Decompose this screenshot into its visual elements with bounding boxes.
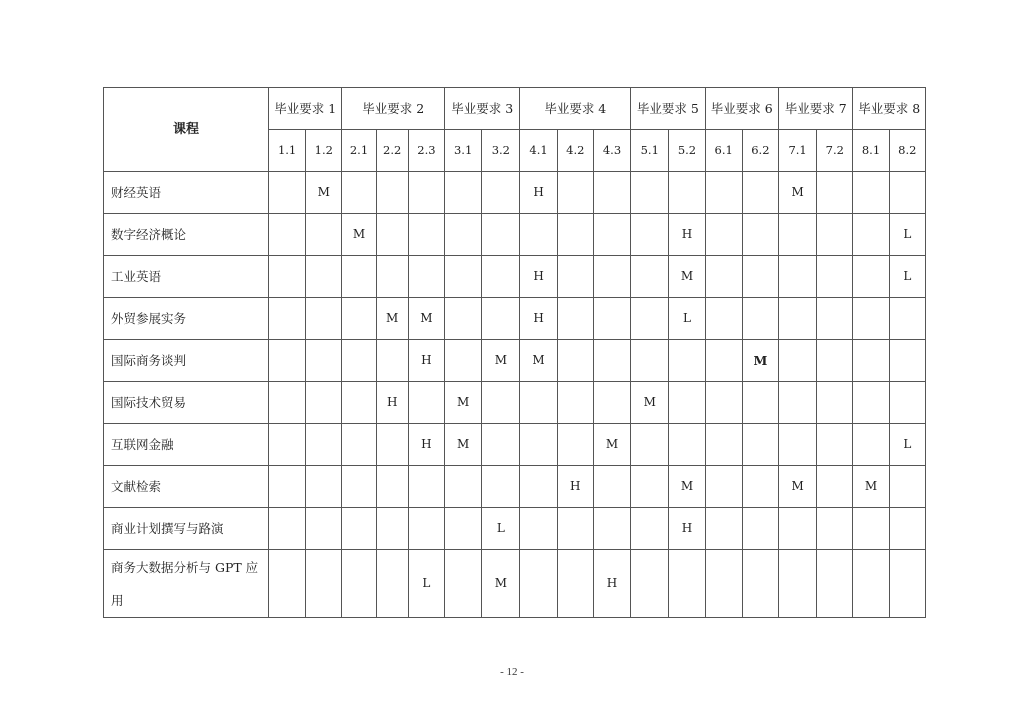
support-level-cell (742, 424, 778, 466)
support-level-cell (408, 256, 444, 298)
support-level-cell (445, 550, 482, 618)
support-level-cell (408, 508, 444, 550)
support-level-cell (482, 466, 520, 508)
support-level-cell (817, 382, 853, 424)
support-level-cell (268, 340, 305, 382)
support-level-cell (593, 466, 630, 508)
support-level-cell: M (742, 340, 778, 382)
course-name-cell: 商业计划撰写与路演 (104, 508, 269, 550)
subrequirement-header: 1.2 (306, 130, 342, 172)
group-header-3: 毕业要求 3 (445, 88, 520, 130)
support-level-cell: H (557, 466, 593, 508)
subrequirement-header: 6.1 (705, 130, 742, 172)
support-level-cell (557, 382, 593, 424)
support-level-cell: M (778, 466, 816, 508)
table-row (104, 466, 926, 508)
table-row (104, 214, 926, 256)
support-level-cell (593, 214, 630, 256)
support-level-cell (853, 340, 889, 382)
support-level-cell (705, 466, 742, 508)
table-row (104, 256, 926, 298)
support-level-cell: H (593, 550, 630, 618)
support-level-cell (306, 550, 342, 618)
support-level-cell: M (482, 550, 520, 618)
support-level-cell (705, 214, 742, 256)
support-level-cell (376, 214, 408, 256)
support-level-cell (342, 508, 376, 550)
support-level-cell (482, 298, 520, 340)
support-level-cell: M (376, 298, 408, 340)
subrequirement-header: 7.2 (817, 130, 853, 172)
course-name-cell: 财经英语 (104, 172, 269, 214)
support-level-cell: H (669, 214, 705, 256)
support-level-cell: M (482, 340, 520, 382)
support-level-cell (631, 256, 669, 298)
support-level-cell (705, 298, 742, 340)
support-level-cell (557, 172, 593, 214)
support-level-cell (520, 550, 557, 618)
support-level-cell: H (520, 172, 557, 214)
support-level-cell (853, 214, 889, 256)
support-level-cell (593, 508, 630, 550)
support-level-cell (408, 214, 444, 256)
subrequirement-header: 7.1 (778, 130, 816, 172)
support-level-cell (376, 340, 408, 382)
support-level-cell (631, 340, 669, 382)
support-level-cell (778, 382, 816, 424)
support-level-cell (593, 256, 630, 298)
support-level-cell (482, 424, 520, 466)
support-level-cell (520, 382, 557, 424)
support-level-cell (593, 340, 630, 382)
support-level-cell: M (669, 256, 705, 298)
support-level-cell (817, 550, 853, 618)
support-level-cell (520, 214, 557, 256)
support-level-cell (376, 424, 408, 466)
support-level-cell (376, 172, 408, 214)
support-level-cell (306, 298, 342, 340)
subrequirement-header: 4.3 (593, 130, 630, 172)
support-level-cell (342, 550, 376, 618)
support-level-cell (342, 340, 376, 382)
table-row (104, 508, 926, 550)
group-header-2: 毕业要求 2 (342, 88, 445, 130)
subrequirement-header: 1.1 (268, 130, 305, 172)
support-level-cell: M (520, 340, 557, 382)
support-level-cell: L (889, 256, 925, 298)
table-row (104, 298, 926, 340)
support-level-cell (376, 508, 408, 550)
support-level-cell (631, 550, 669, 618)
support-level-cell: H (669, 508, 705, 550)
support-level-cell (705, 340, 742, 382)
support-level-cell (853, 550, 889, 618)
support-level-cell (705, 550, 742, 618)
support-level-cell (342, 256, 376, 298)
course-name-cell: 商务大数据分析与 GPT 应用 (104, 550, 269, 618)
support-level-cell (742, 172, 778, 214)
support-level-cell (817, 298, 853, 340)
support-level-cell (889, 172, 925, 214)
support-level-cell (817, 214, 853, 256)
support-level-cell (268, 172, 305, 214)
support-level-cell (817, 466, 853, 508)
support-level-cell (342, 298, 376, 340)
support-level-cell (520, 424, 557, 466)
subrequirement-header: 8.2 (889, 130, 925, 172)
table-row (104, 340, 926, 382)
support-level-cell (482, 172, 520, 214)
course-name-cell: 国际商务谈判 (104, 340, 269, 382)
subrequirement-header: 2.3 (408, 130, 444, 172)
support-level-cell (342, 172, 376, 214)
support-level-cell (268, 466, 305, 508)
support-level-cell (669, 550, 705, 618)
course-name-cell: 国际技术贸易 (104, 382, 269, 424)
course-column-header: 课程 (104, 88, 269, 172)
support-level-cell (853, 424, 889, 466)
support-level-cell (817, 424, 853, 466)
support-level-cell (342, 466, 376, 508)
support-level-cell (306, 340, 342, 382)
group-header-6: 毕业要求 6 (705, 88, 778, 130)
support-level-cell: M (778, 172, 816, 214)
support-level-cell (557, 298, 593, 340)
support-level-cell (631, 466, 669, 508)
support-level-cell (445, 466, 482, 508)
support-level-cell (306, 424, 342, 466)
support-level-cell (593, 172, 630, 214)
support-level-cell (742, 298, 778, 340)
group-header-7: 毕业要求 7 (778, 88, 852, 130)
course-name-cell: 工业英语 (104, 256, 269, 298)
subrequirement-header: 8.1 (853, 130, 889, 172)
support-level-cell (669, 424, 705, 466)
group-header-1: 毕业要求 1 (268, 88, 341, 130)
table-row (104, 550, 926, 618)
support-level-cell (889, 340, 925, 382)
support-level-cell: L (408, 550, 444, 618)
header-row-groups (104, 88, 926, 130)
subrequirement-header: 2.2 (376, 130, 408, 172)
support-level-cell (557, 424, 593, 466)
subrequirement-header: 3.1 (445, 130, 482, 172)
support-level-cell (268, 508, 305, 550)
support-level-cell: L (669, 298, 705, 340)
subrequirement-header: 3.2 (482, 130, 520, 172)
course-name-cell: 互联网金融 (104, 424, 269, 466)
support-level-cell (817, 172, 853, 214)
support-level-cell (778, 424, 816, 466)
support-level-cell (742, 550, 778, 618)
support-level-cell (482, 256, 520, 298)
subrequirement-header: 6.2 (742, 130, 778, 172)
support-level-cell (742, 214, 778, 256)
support-level-cell (520, 508, 557, 550)
support-level-cell (705, 382, 742, 424)
support-level-cell (445, 256, 482, 298)
support-level-cell (778, 214, 816, 256)
support-level-cell (889, 508, 925, 550)
support-level-cell (445, 340, 482, 382)
support-level-cell (778, 508, 816, 550)
support-level-cell (342, 382, 376, 424)
support-level-cell (376, 550, 408, 618)
support-level-cell (705, 424, 742, 466)
support-level-cell (889, 382, 925, 424)
support-level-cell (342, 424, 376, 466)
support-level-cell (742, 508, 778, 550)
support-level-cell (705, 256, 742, 298)
course-name-cell: 文献检索 (104, 466, 269, 508)
support-level-cell: L (889, 214, 925, 256)
support-level-cell (853, 508, 889, 550)
support-level-cell (631, 172, 669, 214)
support-level-cell (520, 466, 557, 508)
support-level-cell: M (408, 298, 444, 340)
support-level-cell (376, 256, 408, 298)
support-level-cell (376, 466, 408, 508)
support-level-cell (817, 256, 853, 298)
support-level-cell (817, 340, 853, 382)
support-level-cell (778, 550, 816, 618)
support-level-cell (306, 214, 342, 256)
support-level-cell (557, 256, 593, 298)
support-level-cell (631, 508, 669, 550)
support-level-cell (268, 550, 305, 618)
support-level-cell (408, 466, 444, 508)
support-level-cell (742, 256, 778, 298)
support-level-cell: L (889, 424, 925, 466)
support-level-cell (557, 550, 593, 618)
support-level-cell: M (342, 214, 376, 256)
table-row (104, 172, 926, 214)
support-level-cell (742, 382, 778, 424)
support-level-cell (445, 214, 482, 256)
support-level-cell: H (520, 298, 557, 340)
support-level-cell (889, 550, 925, 618)
support-level-cell (669, 382, 705, 424)
support-level-cell (669, 340, 705, 382)
course-name-cell: 外贸参展实务 (104, 298, 269, 340)
support-level-cell (853, 298, 889, 340)
subrequirement-header: 4.1 (520, 130, 557, 172)
support-level-cell: M (669, 466, 705, 508)
requirements-matrix-table (103, 87, 926, 618)
support-level-cell (268, 214, 305, 256)
support-level-cell (306, 466, 342, 508)
support-level-cell: H (408, 424, 444, 466)
support-level-cell (408, 382, 444, 424)
support-level-cell: M (853, 466, 889, 508)
table-row (104, 424, 926, 466)
support-level-cell (853, 256, 889, 298)
support-level-cell (482, 214, 520, 256)
subrequirement-header: 4.2 (557, 130, 593, 172)
support-level-cell (306, 508, 342, 550)
support-level-cell (778, 298, 816, 340)
support-level-cell (631, 424, 669, 466)
subrequirement-header: 5.2 (669, 130, 705, 172)
support-level-cell (268, 424, 305, 466)
course-name-cell: 数字经济概论 (104, 214, 269, 256)
support-level-cell (853, 172, 889, 214)
support-level-cell (306, 382, 342, 424)
support-level-cell (306, 256, 342, 298)
support-level-cell: M (445, 424, 482, 466)
support-level-cell (889, 466, 925, 508)
table-row (104, 382, 926, 424)
support-level-cell (445, 172, 482, 214)
group-header-5: 毕业要求 5 (631, 88, 705, 130)
support-level-cell (778, 256, 816, 298)
subrequirement-header: 2.1 (342, 130, 376, 172)
support-level-cell: M (593, 424, 630, 466)
support-level-cell (853, 382, 889, 424)
support-level-cell: M (631, 382, 669, 424)
support-level-cell (268, 382, 305, 424)
support-level-cell (705, 172, 742, 214)
support-level-cell (445, 298, 482, 340)
support-level-cell (445, 508, 482, 550)
support-level-cell (268, 256, 305, 298)
support-level-cell (669, 172, 705, 214)
support-level-cell (631, 298, 669, 340)
support-level-cell (889, 298, 925, 340)
support-level-cell: H (520, 256, 557, 298)
page-number: - 12 - (500, 666, 524, 678)
support-level-cell: H (408, 340, 444, 382)
support-level-cell: H (376, 382, 408, 424)
support-level-cell: L (482, 508, 520, 550)
support-level-cell (557, 214, 593, 256)
subrequirement-header: 5.1 (631, 130, 669, 172)
support-level-cell (742, 466, 778, 508)
support-level-cell (557, 340, 593, 382)
support-level-cell (593, 298, 630, 340)
support-level-cell: M (306, 172, 342, 214)
support-level-cell (268, 298, 305, 340)
support-level-cell (408, 172, 444, 214)
support-level-cell (778, 340, 816, 382)
support-level-cell (557, 508, 593, 550)
support-level-cell: M (445, 382, 482, 424)
group-header-4: 毕业要求 4 (520, 88, 631, 130)
support-level-cell (631, 214, 669, 256)
support-level-cell (482, 382, 520, 424)
group-header-8: 毕业要求 8 (853, 88, 926, 130)
support-level-cell (817, 508, 853, 550)
support-level-cell (593, 382, 630, 424)
support-level-cell (705, 508, 742, 550)
